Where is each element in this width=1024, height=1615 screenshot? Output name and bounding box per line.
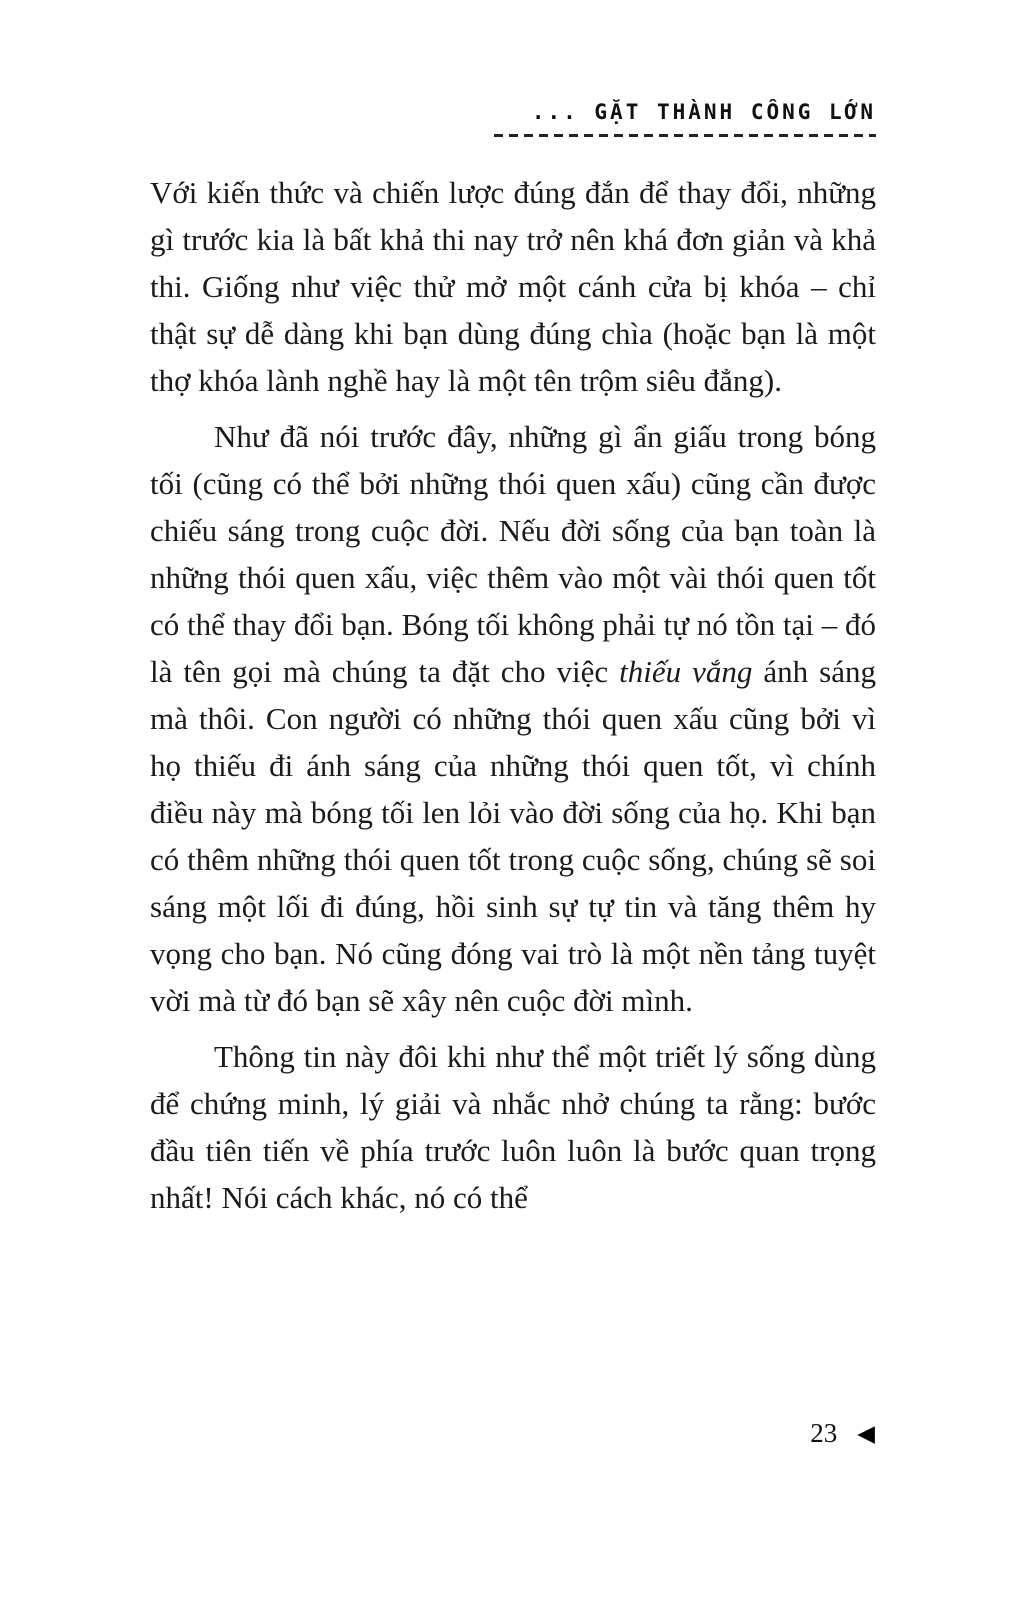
page-footer [810,1418,875,1449]
text-column [150,100,876,1230]
paragraph [150,1033,876,1221]
running-head-title: ... GẶT THÀNH CÔNG LỚN [531,100,876,124]
text-run: ánh sáng mà thôi. Con người có những thói quen xấu cũng bởi vì họ thiếu đi ánh sáng của những thói quen tốt, vì chính điều này mà bóng tối len lỏi vào đời sống của họ. Khi bạn có thêm những thói quen tốt trong cuộc sống, chúng sẽ soi sáng một lối đi đúng, hồi sinh sự tự tin và tăng thêm hy vọng cho bạn. Nó cũng đóng vai trò là một nền tảng tuyệt vời mà từ đó bạn sẽ xây nên cuộc đời mình. [150,654,876,1018]
page-number: 23 [810,1418,838,1448]
page-header [150,100,876,137]
text-run: Với kiến thức và chiến lược đúng đắn để thay đổi, những gì trước kia là bất khả thi nay trở nên khá đơn giản và khả thi. Giống như việc thử mở một cánh cửa bị khóa – chỉ thật sự dễ dàng khi bạn dùng đúng chìa (hoặc bạn là một thợ khóa lành nghề hay là một tên trộm siêu đẳng). [150,175,876,398]
left-triangle-icon: ◀ [857,1421,875,1446]
text-run: Như đã nói trước đây, những gì ẩn giấu trong bóng tối (cũng có thể bởi những thói quen xấu) cũng cần được chiếu sáng trong cuộc đời. Nếu đời sống của bạn toàn là những thói quen xấu, việc thêm vào một vài thói quen tốt có thể thay đổi bạn. Bóng tối không phải tự nó tồn tại – đó là tên gọi mà chúng ta đặt cho việc [150,419,876,689]
text-run: Thông tin này đôi khi như thể một triết lý sống dùng để chứng minh, lý giải và nhắc nhở chúng ta rằng: bước đầu tiên tiến về phía trước luôn luôn là bước quan trọng nhất! Nói cách khác, nó có thể [150,1039,876,1215]
body-text [150,169,876,1221]
paragraph [150,169,876,404]
dashed-rule [494,134,876,137]
emphasized-text: thiếu vắng [619,654,753,689]
paragraph [150,413,876,1024]
